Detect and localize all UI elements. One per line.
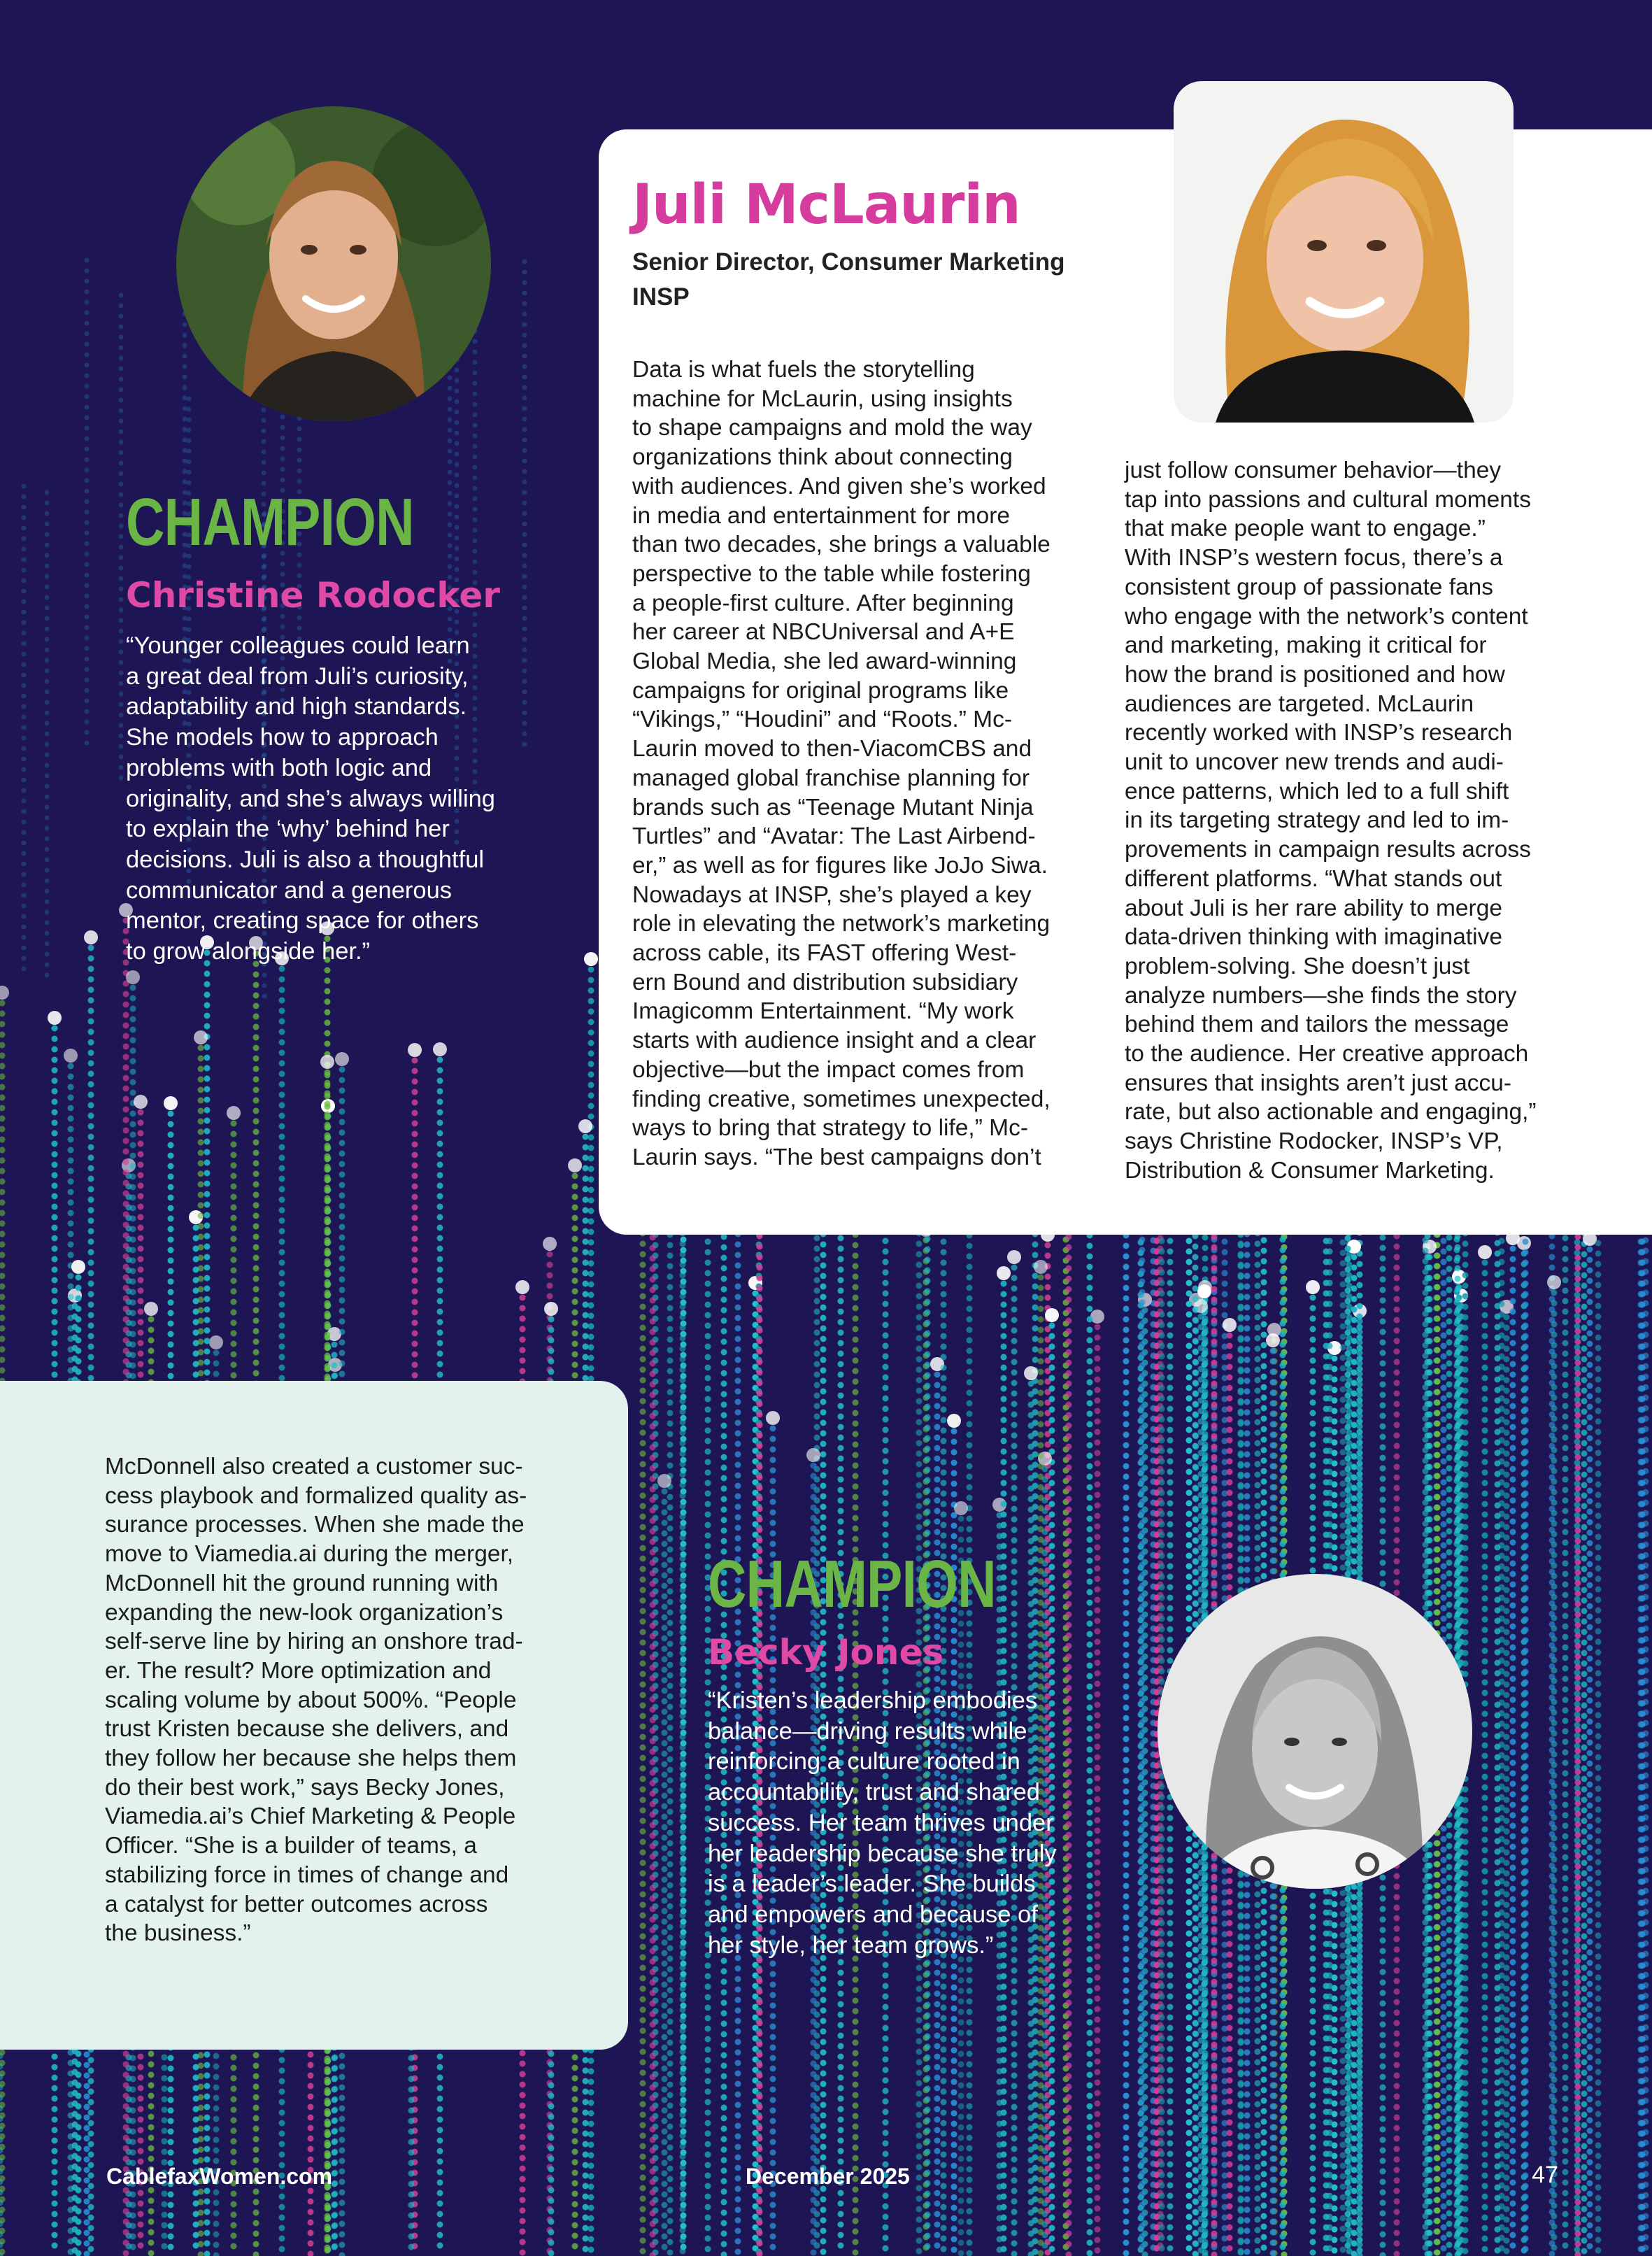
footer-site: CablefaxWomen.com xyxy=(106,2164,333,2189)
champion-name-2: Becky Jones xyxy=(708,1632,944,1673)
christine-rodocker-photo xyxy=(176,106,491,421)
champion-name-1: Christine Rodocker xyxy=(126,575,500,616)
juli-mclaurin-photo xyxy=(1174,81,1514,423)
honoree-company: INSP xyxy=(632,283,690,311)
champion-quote-1: “Younger colleagues could learn a great deal from Juli’s curiosity, adaptability and high standards. She models how to approach problems with both logic and originality, and she’s always willing to explain the ‘why’ behind her decisions. Juli is also a thoughtful communicator and a generous mentor, creating space for others to grow alongside her.” xyxy=(126,632,495,965)
honoree-title-block xyxy=(632,245,1064,315)
champion-label-1: CHAMPION xyxy=(126,485,414,560)
honoree-body-column-1: Data is what fuels the storytelling machine for McLaurin, using insights to shape campaigns and mold the way organizations think about connecting with audiences. And given she’s worked in media and entertainment for more than two decades, she brings a valuable perspective to the table while fostering a people-first culture. After beginning her career at NBCUniversal and A+E Global Media, she led award-winning campaigns for original programs like “Vikings,” “Houdini” and “Roots.” Mc- Laurin moved to then-ViacomCBS and managed global franchise planning for brands such as “Teenage Mutant Ninja Turtles” and “Avatar: The Last Airbend- er,” as well as for figures like JoJo Siwa. Nowadays at INSP, she’s played a key role in elevating the network’s marketing across cable, its FAST offering West- ern Bound and distribution subsidiary Imagicomm Entertainment. “My work starts with audience insight and a clear objective—but the impact comes from finding creative, sometimes unexpected, ways to bring that strategy to life,” Mc- Laurin says. “The best campaigns don’t xyxy=(632,357,1051,1170)
previous-article-text: McDonnell also created a customer suc- cess playbook and formalized quality as- surance processes. When she made the move to Viamedia.ai during the merger, McDonnell hit the ground running with expanding the new-look organization’s self-serve line by hiring an onshore trad- er. The result? More optimization and scaling volume by about 500%. “People trust Kristen because she delivers, and they follow her because she helps them do their best work,” says Becky Jones, Viamedia.ai’s Chief Marketing & People Officer. “She is a builder of teams, a stabilizing force in times of change and a catalyst for better outcomes across the business.” xyxy=(105,1454,527,1947)
page-number: 47 xyxy=(1532,2162,1558,2188)
footer-date: December 2025 xyxy=(746,2164,910,2189)
champion-quote-2: “Kristen’s leadership embodies balance—driving results while reinforcing a culture rooted in accountability, trust and shared success. Her team thrives under her leadership because she truly is a leader’s leader. She builds and empowers and because of her style, her team grows.” xyxy=(708,1687,1057,1959)
becky-jones-photo xyxy=(1158,1574,1472,1889)
honoree-name: Juli McLaurin xyxy=(632,173,1020,236)
champion-label-2: CHAMPION xyxy=(708,1547,996,1622)
honoree-body-column-2: just follow consumer behavior—they tap into passions and cultural moments that make people want to engage.” With INSP’s western focus, there’s a consistent group of passionate fans who engage with the network’s content and marketing, making it critical for how the brand is positioned and how audiences are targeted. McLaurin recently worked with INSP’s research unit to uncover new trends and audi- ence patterns, which led to a full shift in its targeting strategy and led to im- provements in campaign results across different platforms. “What stands out about Juli is her rare ability to merge data-driven thinking with imaginative problem-solving. She doesn’t just analyze numbers—she finds the story behind them and tailors the message to the audience. Her creative approach ensures that insights aren’t just accu- rate, but also actionable and engaging,” says Christine Rodocker, INSP’s VP, Distribution & Consumer Marketing. xyxy=(1125,457,1537,1184)
honoree-job-title: Senior Director, Consumer Marketing xyxy=(632,248,1065,276)
